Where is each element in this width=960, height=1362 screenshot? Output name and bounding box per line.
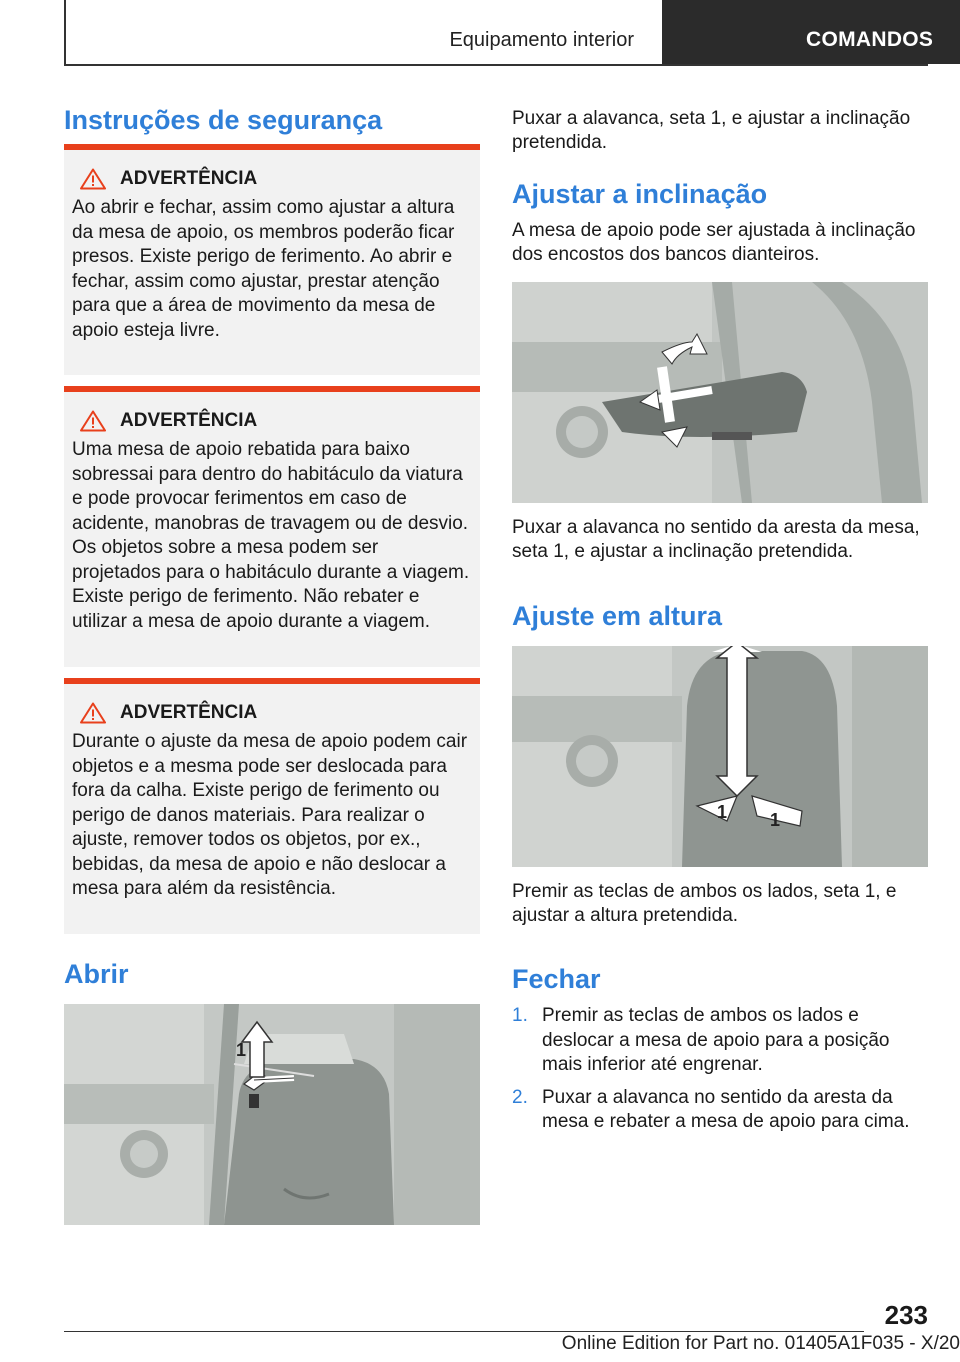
warning-triangle-icon xyxy=(80,702,106,724)
close-steps-list xyxy=(512,1004,928,1143)
photo-height-adjust xyxy=(512,646,928,867)
safety-title: Instruções de segurança xyxy=(64,105,383,135)
list-item xyxy=(512,1004,928,1078)
tilt-caption: Puxar a alavanca no sentido da aresta da mesa, seta 1, e ajustar a inclinação pretendida. xyxy=(512,517,920,562)
step-number: 1. xyxy=(512,1005,528,1026)
warning-text: Durante o ajuste da mesa de apoio podem cair objetos e a mesma pode ser deslocada para fora da calha. Existe perigo de ferimento ou perigo de danos materiais. Para realizar o ajuste, remover todos os objetos, por ex., bebidas, da mesa de apoio e não deslocar a mesa para além da resistência. xyxy=(72,731,468,899)
step-text: Puxar a alavanca no sentido da aresta da mesa e rebater a mesa de apoio para cima. xyxy=(542,1086,910,1132)
warning-heading xyxy=(72,410,472,432)
tilt-adjust-illustration xyxy=(512,282,928,503)
header-rule xyxy=(64,64,928,66)
warning-triangle-icon xyxy=(80,410,106,432)
footer-edition-text: Online Edition for Part no. 01405A1F035 - X/20 xyxy=(561,1333,960,1354)
warning-label: ADVERTÊNCIA xyxy=(120,410,258,431)
list-item xyxy=(512,1086,928,1135)
header-chapter-tab: COMANDOS xyxy=(662,0,960,64)
header-section-title: Equipamento interior xyxy=(449,29,634,51)
tilt-title: Ajustar a inclinação xyxy=(512,179,768,209)
warning-box-1 xyxy=(64,144,480,375)
open-title: Abrir xyxy=(64,959,129,989)
step-number: 2. xyxy=(512,1086,528,1108)
warning-text: Uma mesa de apoio rebatida para baixo sobressai para dentro do habitáculo da viatura e pode provocar ferimentos em caso de acidente, manobras de travagem ou de desvio. Os objetos sobre a mesa podem ser projetados para o habitáculo durante a viagem. Existe perigo de ferimento. Não rebater e utilizar a mesa de apoio durante a viagem. xyxy=(72,439,470,632)
height-callout-right: 1 xyxy=(770,810,781,830)
warning-label: ADVERTÊNCIA xyxy=(120,702,258,723)
photo-tilt-adjust xyxy=(512,282,928,503)
height-caption: Premir as teclas de ambos os lados, seta 1, e ajustar a altura pretendida. xyxy=(512,881,897,926)
warning-label: ADVERTÊNCIA xyxy=(120,168,258,189)
photo-open-table xyxy=(64,1004,480,1225)
warning-triangle-icon xyxy=(80,168,106,190)
warning-box-3 xyxy=(64,678,480,934)
warning-heading xyxy=(72,702,472,724)
warning-heading xyxy=(72,168,472,190)
intro-text: Puxar a alavanca, seta 1, e ajustar a inclinação pretendida. xyxy=(512,108,911,153)
tilt-text: A mesa de apoio pode ser ajustada à inclinação dos encostos dos bancos dianteiros. xyxy=(512,220,916,265)
open-table-illustration xyxy=(64,1004,480,1225)
page-number: 233 xyxy=(884,1300,928,1330)
height-callout-left: 1 xyxy=(717,802,728,822)
open-callout-1: 1 xyxy=(236,1040,247,1060)
height-adjust-illustration xyxy=(512,646,928,867)
step-text: Premir as teclas de ambos os lados e deslocar a mesa de apoio para a posição mais inferior até engrenar. xyxy=(542,1005,890,1075)
close-title: Fechar xyxy=(512,964,601,994)
warning-text: Ao abrir e fechar, assim como ajustar a altura da mesa de apoio, os membros poderão ficar presos. Existe perigo de ferimento. Ao abrir e fechar, assim como ajustar, prestar atenção para que a área de movimento da mesa de apoio esteja livre. xyxy=(72,197,455,341)
height-title: Ajuste em altura xyxy=(512,601,723,631)
warning-box-2 xyxy=(64,386,480,667)
footer-rule xyxy=(64,1331,864,1332)
